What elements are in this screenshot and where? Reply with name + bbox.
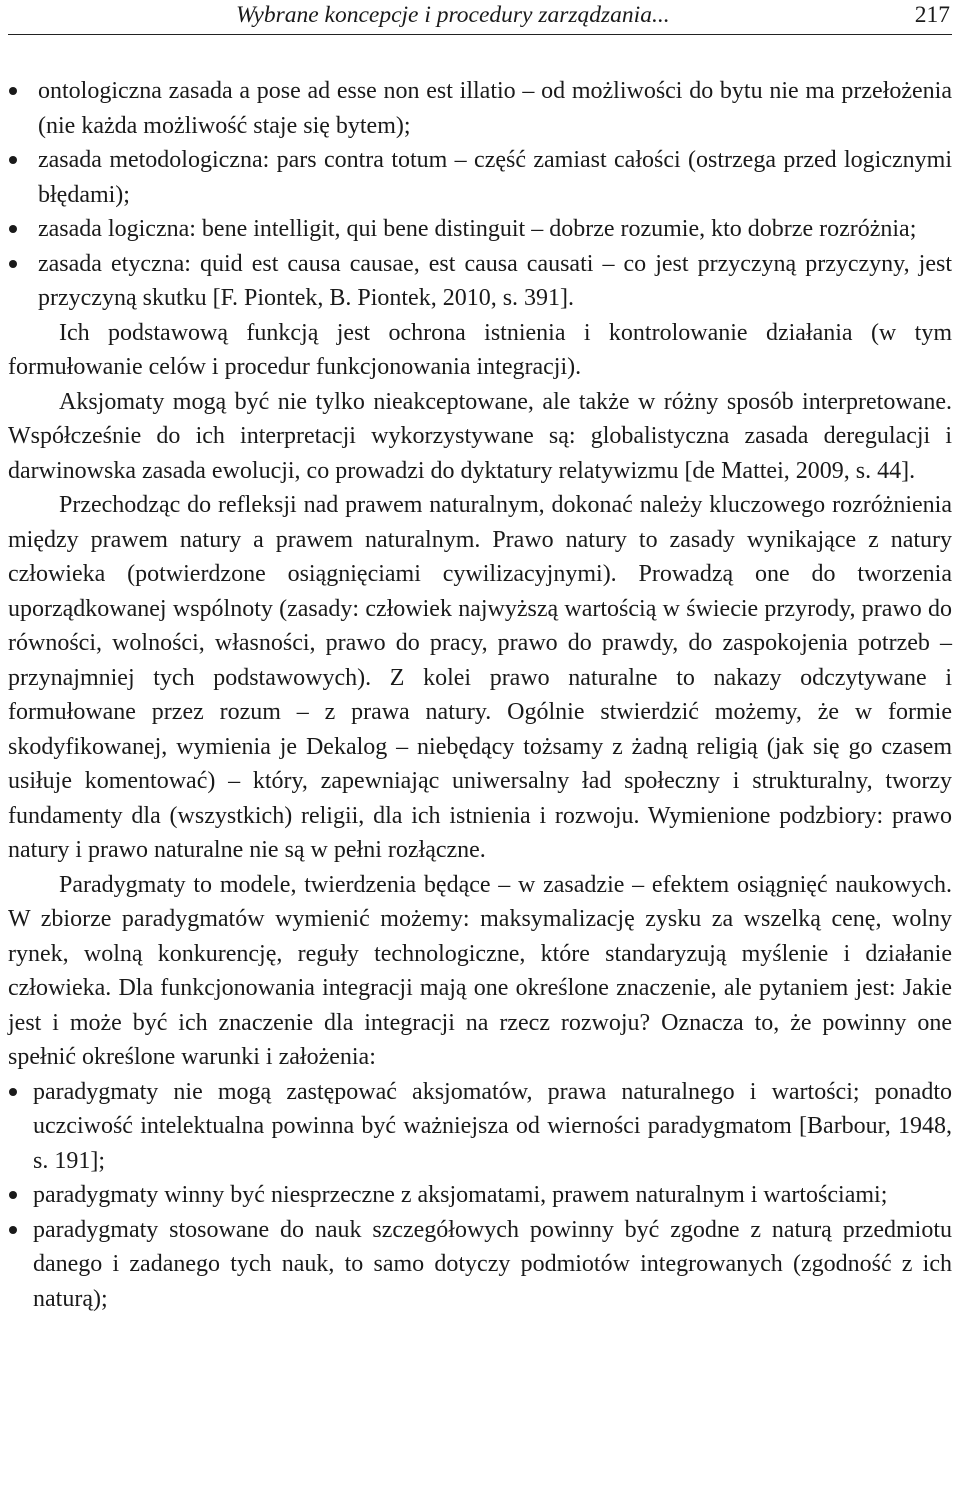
paragraph-natural-law: Przechodząc do refleksji nad prawem naturalnym, dokonać należy kluczowego rozróżnienia między prawem natury a prawem naturalnym. Prawo natury to zasady wynikające z natury człowieka (potwierdzone osiągnięciami cywilizacyjnymi). Prowadzą one do tworzenia uporządkowanej wspólnoty (zasady: człowiek najwyższą wartością w świecie przyrody, prawo do równości, wolności, własności, prawo do pracy, prawo do prawdy, do zaspokojenia potrzeb – przynajmniej tych podstawowych). Z kolei prawo naturalne to nakazy odczytywane i formułowane przez rozum – z prawa natury. Ogólnie stwierdzić możemy, że w formie skodyfikowanej, wymienia je Dekalog – niebędący tożsamy z żadną religią (jak się go czasem usiłuje komentować) – który, zapewniając uniwersalny ład społeczny i strukturalny, tworzy fundamenty dla (wszystkich) religii, dla ich istnienia i rozwoju. Wymienione podzbiory: prawo natury i prawo naturalne nie są w pełni rozłączne. [8, 492, 952, 863]
page-body [8, 74, 952, 1316]
paragraph-axioms: Aksjomaty mogą być nie tylko nieakceptowane, ale także w różny sposób interpretowane. Współcześnie do ich interpretacji wykorzystywane są: globalistyczna zasada deregulacji i darwinowska zasada ewolucji, co prowadzi do dyktatury relatywizmu [de Mattei, 2009, s. 44]. [8, 388, 952, 484]
list-item: paradygmaty winny być niesprzeczne z aksjomatami, prawem naturalnym i wartościami; [8, 1178, 952, 1213]
list-item: paradygmaty stosowane do nauk szczegółowych powinny być zgodne z naturą przedmiotu danego i zadanego tych nauk, to samo dotyczy podmiotów integrowanych (zgodność z ich naturą); [8, 1213, 952, 1317]
list-item: zasada etyczna: quid est causa causae, est causa causati – co jest przyczyną przyczyny, jest przyczyną skutku [F. Piontek, B. Piontek, 2010, s. 391]. [8, 247, 952, 316]
paragraph-function: Ich podstawową funkcją jest ochrona istnienia i kontrolowanie działania (w tym formułowanie celów i procedur funkcjonowania integracji). [8, 319, 952, 380]
list-item: zasada logiczna: bene intelligit, qui bene distinguit – dobrze rozumie, kto dobrze rozróżnia; [8, 212, 952, 247]
paragraph-paradigms: Paradygmaty to modele, twierdzenia będące – w zasadzie – efektem osiągnięć naukowych. W zbiorze paradygmatów wymienić możemy: maksymalizację zysku za wszelką cenę, wolny rynek, wolną konkurencję, reguły technologiczne, które standaryzują myślenie i działanie człowieka. Dla funkcjonowania integracji mają one określone znaczenie, ale pytaniem jest: Jakie jest i może być ich znaczenie dla integracji na rzecz rozwoju? Oznacza to, że powinny one spełnić określone warunki i założenia: [8, 871, 952, 1070]
principles-bullet-list [8, 74, 952, 316]
conditions-bullet-list [8, 1075, 952, 1317]
page-number: 217 [914, 2, 950, 28]
list-item: zasada metodologiczna: pars contra totum – część zamiast całości (ostrzega przed logicznymi błędami); [8, 143, 952, 212]
list-item: paradygmaty nie mogą zastępować aksjomatów, prawa naturalnego i wartości; ponadto uczciwość intelektualna powinna być ważniejsza od wierności paradygmatom [Barbour, 1948, s. 191]; [8, 1075, 952, 1179]
running-header [8, 0, 952, 35]
running-header-title: Wybrane koncepcje i procedury zarządzania... [236, 2, 670, 28]
list-item: ontologiczna zasada a pose ad esse non est illatio – od możliwości do bytu nie ma przełożenia (nie każda możliwość staje się bytem); [8, 74, 952, 143]
